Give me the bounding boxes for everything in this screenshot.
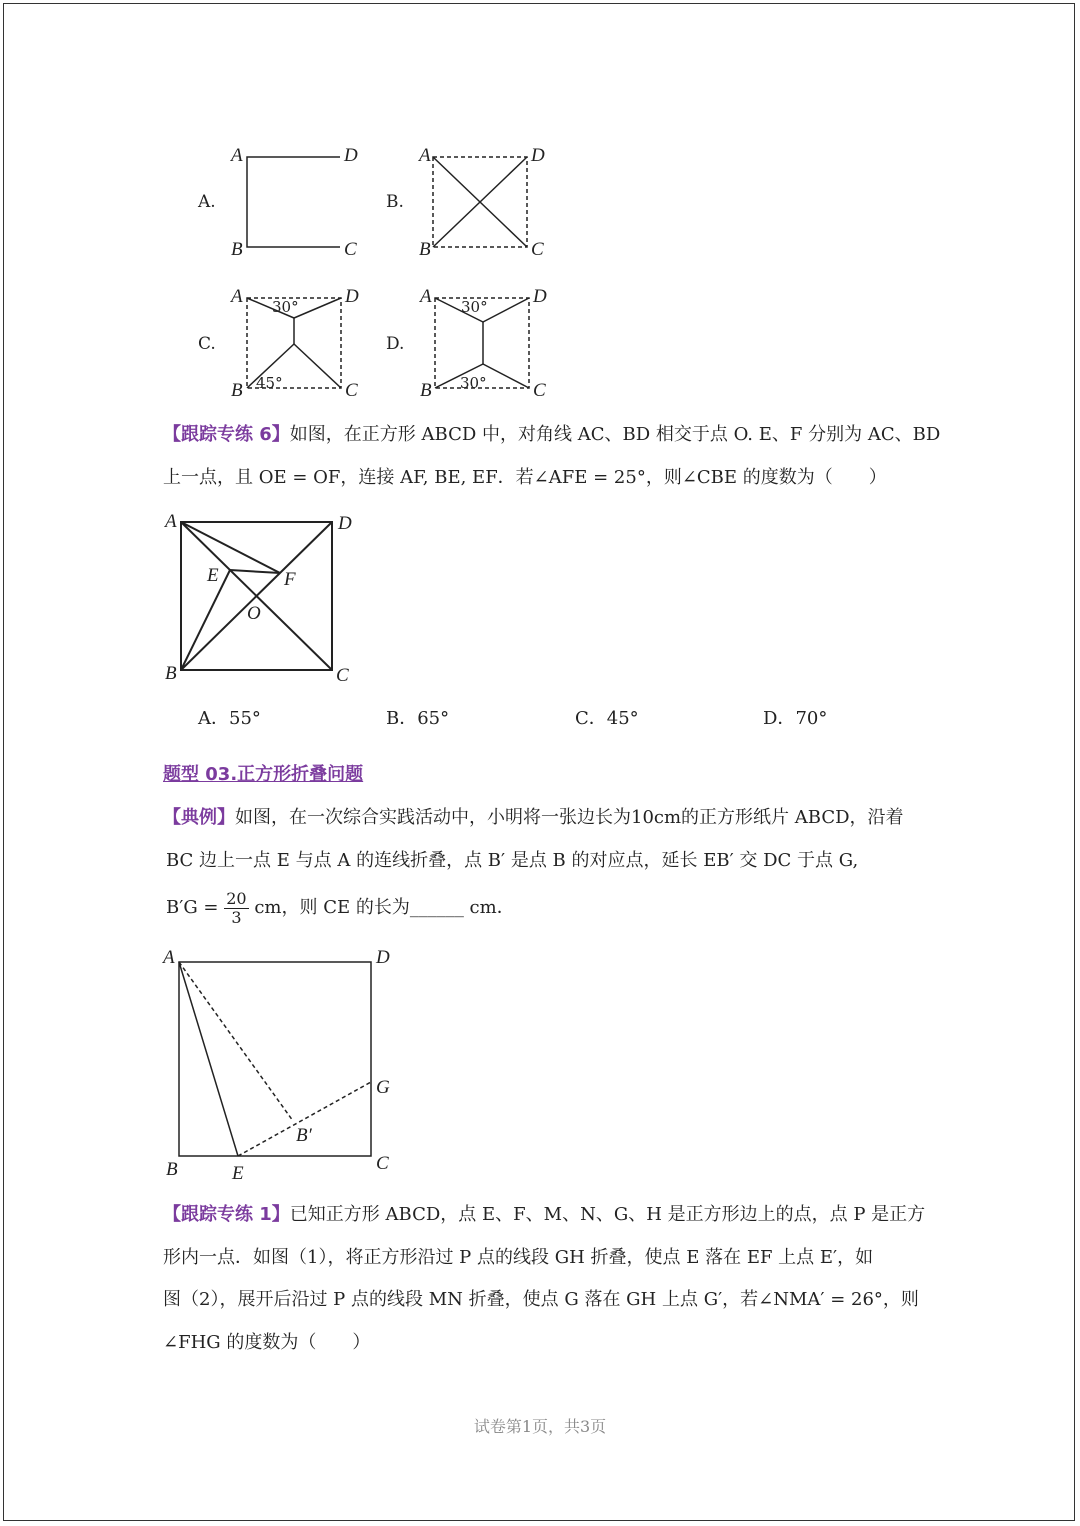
- q6-label-f: F: [284, 569, 296, 590]
- c-angle-bottom: 45°: [256, 374, 283, 392]
- q6-option-a-value: 55°: [229, 708, 261, 729]
- choice-d-letter: D.: [386, 334, 405, 354]
- c-angle-top: 30°: [272, 298, 299, 316]
- b-label-a: A: [419, 145, 431, 166]
- q1-line-2: 形内一点．如图（1），将正方形沿过 P 点的线段 GH 折叠，使点 E 落在 EF 上点 E′，如: [163, 1247, 874, 1268]
- section-title: 题型 03.正方形折叠问题: [163, 764, 364, 785]
- q6-text-1: 如图，在正方形 ABCD 中，对角线 AC、BD 相交于点 O. E、F 分别为 AC、BD: [289, 424, 941, 445]
- q6-option-b-value: 65°: [417, 708, 450, 729]
- choice-b-letter: B.: [386, 192, 404, 212]
- q6-label-b: B: [165, 663, 177, 684]
- d-label-b: B: [420, 380, 432, 401]
- fraction-numerator: 20: [226, 888, 247, 908]
- q1-line-4: ∠FHG 的度数为（ ）: [163, 1332, 371, 1353]
- page-footer: 试卷第1页，共3页: [473, 1417, 607, 1436]
- ex-label-d: D: [376, 947, 390, 968]
- q6-option-a-letter: A．: [198, 708, 229, 729]
- b-label-b: B: [419, 239, 431, 260]
- q1-text-1: 已知正方形 ABCD，点 E、F、M、N、G、H 是正方形边上的点，点 P 是正方: [289, 1204, 926, 1225]
- q6-option-c-value: 45°: [606, 708, 639, 729]
- c-label-c: C: [345, 380, 358, 401]
- q6-option-d-letter: D．: [763, 708, 796, 729]
- a-label-a: A: [231, 145, 243, 166]
- q6-line-2: 上一点，且 OE = OF，连接 AF, BE, EF．若∠AFE = 25°，则∠CBE 的度数为（ ）: [163, 467, 887, 488]
- q6-option-d-value: 70°: [795, 708, 828, 729]
- a-label-d: D: [344, 145, 358, 166]
- d-angle-bottom: 30°: [460, 374, 487, 392]
- q1-tag: 【跟踪专练 1】: [163, 1204, 290, 1225]
- q1-line-1: [163, 1204, 925, 1226]
- ex-label-b: B: [166, 1159, 178, 1180]
- d-label-d: D: [533, 286, 547, 307]
- a-label-b: B: [231, 239, 243, 260]
- example-lhs: B′G =: [166, 897, 219, 918]
- q6-label-a: A: [165, 511, 177, 532]
- ex-label-c: C: [376, 1153, 389, 1174]
- fraction-denominator: 3: [231, 907, 242, 927]
- a-label-c: C: [344, 239, 357, 260]
- c-label-b: B: [231, 380, 243, 401]
- ex-label-e: E: [232, 1163, 244, 1184]
- example-tag: 【典例】: [163, 807, 235, 828]
- ex-label-bprime: B′: [296, 1125, 312, 1146]
- q6-label-e: E: [207, 565, 219, 586]
- d-label-c: C: [533, 380, 546, 401]
- d-label-a: A: [420, 286, 432, 307]
- q1-line-3: 图（2），展开后沿过 P 点的线段 MN 折叠，使点 G 落在 GH 上点 G′，若∠NMA′ = 26°，则: [163, 1289, 919, 1310]
- ex-label-g: G: [376, 1077, 390, 1098]
- q6-label-c: C: [336, 665, 349, 686]
- example-text-1: 如图，在一次综合实践活动中，小明将一张边长为10cm的正方形纸片 ABCD，沿着: [235, 807, 904, 828]
- c-label-a: A: [231, 286, 243, 307]
- q6-option-b-letter: B．: [386, 708, 418, 729]
- example-line-2: BC 边上一点 E 与点 A 的连线折叠，点 B′ 是点 B 的对应点，延长 EB′ 交 DC 于点 G,: [166, 850, 859, 871]
- c-label-d: D: [345, 286, 359, 307]
- d-angle-top: 30°: [461, 298, 488, 316]
- b-label-d: D: [531, 145, 545, 166]
- b-label-c: C: [531, 239, 544, 260]
- q6-tag: 【跟踪专练 6】: [163, 424, 290, 445]
- ex-label-a: A: [163, 947, 175, 968]
- q6-label-d: D: [338, 513, 352, 534]
- q6-option-c-letter: C．: [575, 708, 607, 729]
- choice-a-letter: A.: [198, 192, 216, 212]
- q6-label-o: O: [247, 603, 261, 624]
- choice-c-letter: C.: [198, 334, 216, 354]
- example-rest: cm，则 CE 的长为______ cm．: [254, 897, 515, 918]
